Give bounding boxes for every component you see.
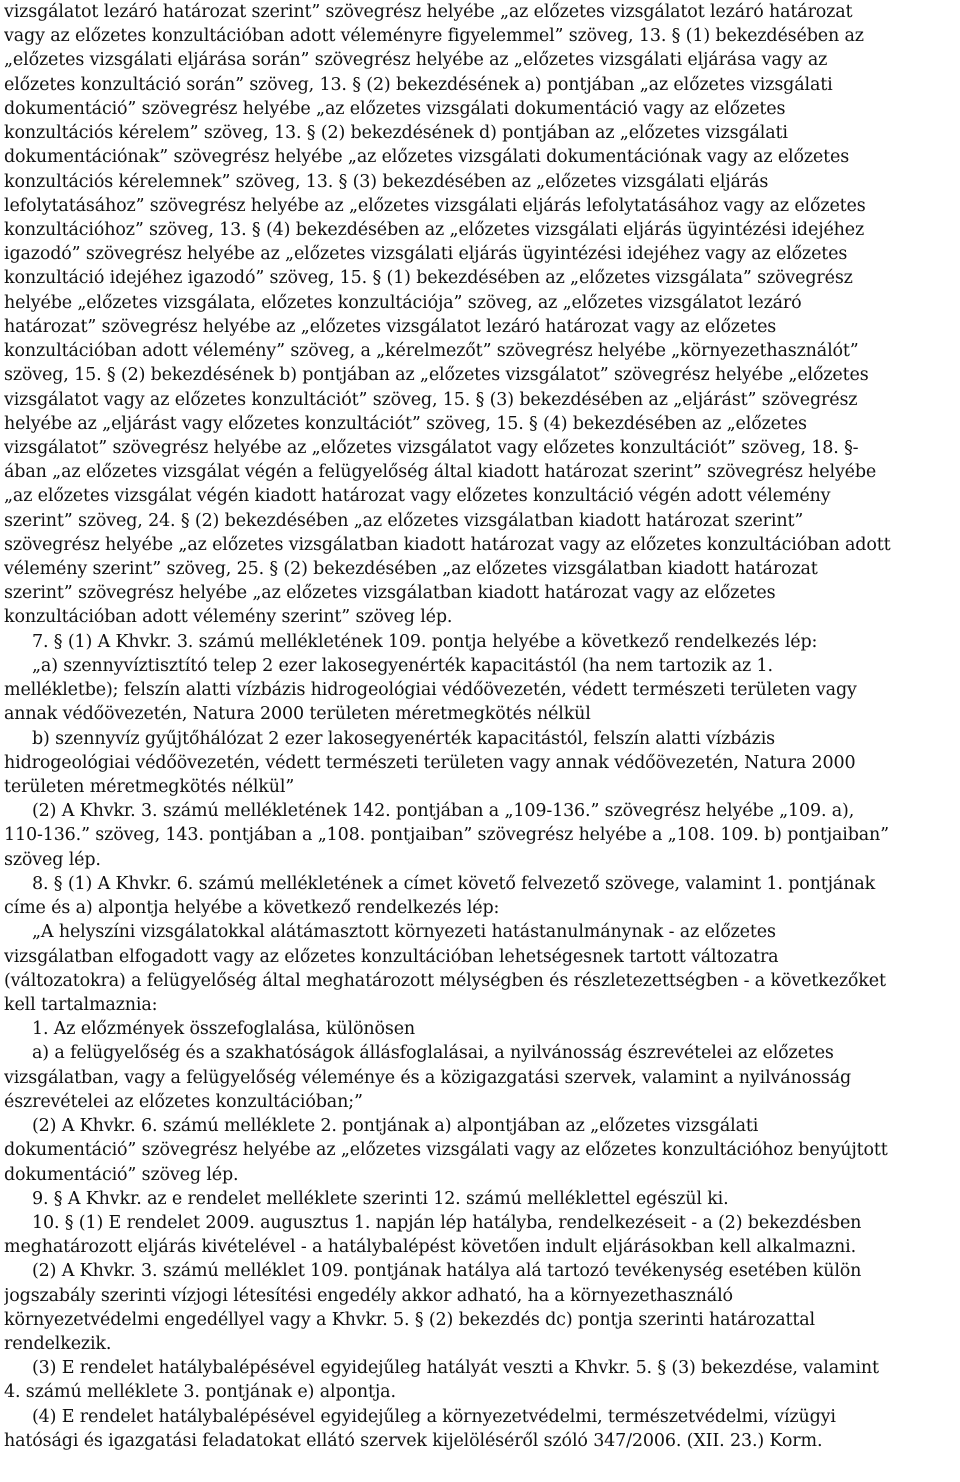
document-line: (4) E rendelet hatálybalépésével egyidejűleg a környezetvédelmi, természetvédelmi, vízügyi — [32, 1406, 836, 1427]
document-line: dokumentáció” szöveg lép. — [4, 1164, 239, 1185]
document-body — [4, 0, 956, 1453]
document-line: ában „az előzetes vizsgálat végén a felügyelőség által kiadott határozat szerint” szövegrész helyébe — [4, 462, 877, 483]
document-line: konzultációs kérelem” szöveg, 13. § (2) bekezdésének d) pontjában az „előzetes vizsgálati — [4, 123, 788, 144]
document-line: jogszabály szerinti vízjogi létesítési engedély akkor adható, ha a környezethasználó — [4, 1285, 733, 1306]
document-line: „A helyszíni vizsgálatokkal alátámasztott környezeti hatástanulmánynak - az előzetes — [32, 922, 776, 943]
document-line: (3) E rendelet hatálybalépésével egyidejűleg hatályát veszti a Khvkr. 5. § (3) bekezdése, valamint — [32, 1358, 879, 1379]
document-line: szöveg lép. — [4, 849, 101, 870]
document-line: konzultációhoz” szöveg, 13. § (4) bekezdésében az „előzetes vizsgálati eljárás ügyintézési idejéhez — [4, 219, 865, 240]
document-line: (2) A Khvkr. 3. számú mellékletének 142. pontjában a „109-136.” szövegrész helyébe „109. a), — [32, 801, 855, 822]
document-line: annak védőövezetén, Natura 2000 területen méretmegkötés nélkül — [4, 704, 591, 725]
document-line: szerint” szöveg, 24. § (2) bekezdésében „az előzetes vizsgálatban kiadott határozat szerint” — [4, 510, 804, 531]
document-line: helyébe „előzetes vizsgálata, előzetes konzultációja” szöveg, az „előzetes vizsgálatot lezáró — [4, 292, 802, 313]
document-line: vizsgálatot vagy az előzetes konzultációt” szöveg, 15. § (3) bekezdésében az „eljárást” szövegrész — [4, 389, 858, 410]
document-line: vizsgálatot lezáró határozat szerint” szövegrész helyébe „az előzetes vizsgálatot lezáró határozat — [4, 2, 853, 22]
document-line: hidrogeológiai védőövezetén, védett természeti területen vagy annak védőövezetén, Natura 2000 — [4, 752, 856, 773]
document-line: a) a felügyelőség és a szakhatóságok állásfoglalásai, a nyilvánosság észrevételei az előzetes — [32, 1043, 834, 1064]
document-line: vizsgálatban, vagy a felügyelőség véleménye és a közigazgatási szervek, valamint a nyilvánosság — [4, 1067, 852, 1088]
document-line: 7. § (1) A Khvkr. 3. számú mellékletének 109. pontja helyébe a következő rendelkezés lép: — [32, 631, 818, 652]
document-line: konzultációban adott vélemény” szöveg, a „kérelmezőt” szövegrész helyébe „környezethasználót” — [4, 341, 859, 362]
document-line: helyébe az „eljárást vagy előzetes konzultációt” szöveg, 15. § (4) bekezdésében az „előzetes — [4, 413, 807, 434]
document-line: környezetvédelmi engedéllyel vagy a Khvkr. 5. § (2) bekezdés dc) pontja szerinti határozattal — [4, 1309, 815, 1330]
document-line: meghatározott eljárás kivételével - a hatálybalépést követően indult eljárásokban kell alkalmazni. — [4, 1237, 857, 1258]
document-line: igazodó” szövegrész helyébe az „előzetes vizsgálati eljárás ügyintézési idejéhez vagy az előzetes — [4, 244, 848, 265]
document-line: hatósági és igazgatási feladatokat ellátó szervek kijelöléséről szóló 347/2006. (XII. 23.) Korm. — [4, 1430, 823, 1451]
document-line: (2) A Khvkr. 3. számú melléklet 109. pontjának hatálya alá tartozó tevékenység esetében külön — [32, 1261, 862, 1282]
document-line: szöveg, 15. § (2) bekezdésének b) pontjában az „előzetes vizsgálatot” szövegrész helyébe „előzetes — [4, 365, 869, 386]
document-line: dokumentációnak” szövegrész helyébe „az előzetes vizsgálati dokumentációnak vagy az előzetes — [4, 147, 850, 168]
document-line: határozat” szövegrész helyébe az „előzetes vizsgálatot lezáró határozat vagy az előzetes — [4, 316, 777, 337]
document-line: észrevételei az előzetes konzultációban;” — [4, 1091, 363, 1112]
document-line: rendelkezik. — [4, 1334, 112, 1355]
document-line: 8. § (1) A Khvkr. 6. számú mellékletének a címet követő felvezető szövege, valamint 1. pontjának — [32, 873, 876, 894]
document-line: (2) A Khvkr. 6. számú melléklete 2. pontjának a) alpontjában az „előzetes vizsgálati — [32, 1116, 759, 1137]
document-line: b) szennyvíz gyűjtőhálózat 2 ezer lakosegyenérték kapacitástól, felszín alatti vízbázis — [32, 728, 775, 749]
document-line: lefolytatásához” szövegrész helyébe az „előzetes vizsgálati eljárás lefolytatásához vagy az előzetes — [4, 195, 866, 216]
document-line: vizsgálatban elfogadott vagy az előzetes konzultációban lehetségesnek tartott változatra — [4, 946, 779, 967]
document-line: 4. számú melléklete 3. pontjának e) alpontja. — [4, 1382, 396, 1403]
document-line: dokumentáció” szövegrész helyébe az „előzetes vizsgálati vagy az előzetes konzultációhoz benyújtott — [4, 1140, 888, 1161]
document-line: „az előzetes vizsgálat végén kiadott határozat vagy előzetes konzultáció végén adott vélemény — [4, 486, 831, 507]
document-line: 9. § A Khvkr. az e rendelet melléklete szerinti 12. számú melléklettel egészül ki. — [32, 1188, 729, 1209]
document-line: vizsgálatot” szövegrész helyébe az „előzetes vizsgálatot vagy előzetes konzultációt” szöveg, 18. §- — [4, 437, 859, 458]
document-line: konzultációban adott vélemény szerint” szöveg lép. — [4, 607, 453, 628]
document-line: vélemény szerint” szöveg, 25. § (2) bekezdésében „az előzetes vizsgálatban kiadott határozat — [4, 559, 818, 580]
document-line: szövegrész helyébe „az előzetes vizsgálatban kiadott határozat vagy az előzetes konzultációban adott — [4, 534, 891, 555]
document-line: 110-136.” szöveg, 143. pontjában a „108. pontjaiban” szövegrész helyébe a „108. 109. b) pontjaiban” — [4, 825, 889, 846]
document-line: mellékletbe); felszín alatti vízbázis hidrogeológiai védőövezetén, védett természeti területen vagy — [4, 680, 857, 701]
document-line: szerint” szövegrész helyébe „az előzetes vizsgálatban kiadott határozat vagy az előzetes — [4, 583, 776, 604]
document-line: 1. Az előzmények összefoglalása, különösen — [32, 1019, 416, 1040]
document-line: 10. § (1) E rendelet 2009. augusztus 1. napján lép hatályba, rendelkezéseit - a (2) bekezdésben — [32, 1212, 862, 1233]
document-line: „előzetes vizsgálati eljárása során” szövegrész helyébe az „előzetes vizsgálati eljárása vagy az — [4, 50, 828, 71]
document-line: (változatokra) a felügyelőség által meghatározott mélységben és részletezettségben - a következőket — [4, 970, 886, 991]
document-line: konzultáció idejéhez igazodó” szöveg, 15. § (1) bekezdésében az „előzetes vizsgálata” szövegrész — [4, 268, 853, 289]
document-line: „a) szennyvíztisztító telep 2 ezer lakosegyenérték kapacitástól (ha nem tartozik az 1. — [32, 655, 773, 676]
document-line: dokumentáció” szövegrész helyébe „az előzetes vizsgálati dokumentáció vagy az előzetes — [4, 98, 786, 119]
document-line: területen méretmegkötés nélkül” — [4, 777, 295, 797]
document-line: előzetes konzultáció során” szöveg, 13. § (2) bekezdésének a) pontjában „az előzetes vizsgálati — [4, 74, 833, 95]
document-line: címe és a) alpontja helyébe a következő rendelkezés lép: — [4, 898, 500, 919]
document-line: kell tartalmaznia: — [4, 994, 158, 1015]
document-line: konzultációs kérelemnek” szöveg, 13. § (3) bekezdésében az „előzetes vizsgálati eljárás — [4, 171, 769, 192]
document-line: vagy az előzetes konzultációban adott véleményre figyelemmel” szöveg, 13. § (1) bekezdésében az — [4, 26, 864, 47]
